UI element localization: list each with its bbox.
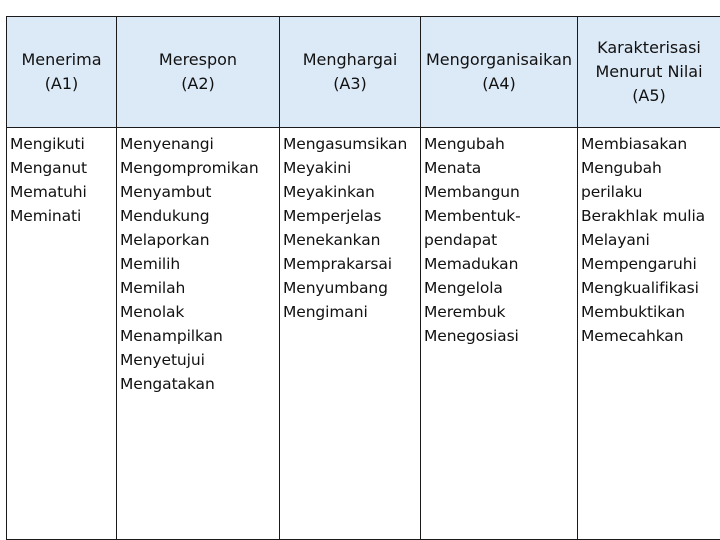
header-a5-line-1: Karakterisasi <box>597 38 701 57</box>
verb-list-a3 <box>280 128 420 324</box>
verbs-cell-a3 <box>280 128 421 540</box>
header-a2-line-2: (A2) <box>181 74 215 93</box>
verb-item: Mengasumsikan <box>283 135 408 153</box>
verb-item: Menyambut <box>120 183 212 201</box>
verb-item: Menyumbang <box>283 279 388 297</box>
verb-item: Membuktikan <box>581 303 685 321</box>
verb-item: Mengatakan <box>120 375 215 393</box>
verbs-cell-a2 <box>117 128 280 540</box>
verb-item: Mengompromikan <box>120 159 259 177</box>
verb-item: Memperjelas <box>283 207 382 225</box>
header-a1-line-2: (A1) <box>44 74 79 93</box>
header-a5-line-2: Menurut Nilai <box>595 62 703 81</box>
verb-item: Meminati <box>10 207 82 225</box>
verb-item: Menyenangi <box>120 135 214 153</box>
verb-item: Melayani <box>581 231 650 249</box>
verb-item: perilaku <box>581 183 643 201</box>
header-a4-line-2: (A4) <box>482 74 516 93</box>
verb-item: Mengelola <box>424 279 503 297</box>
verbs-cell-a5 <box>578 128 720 540</box>
verb-item: Memadukan <box>424 255 519 273</box>
verb-item: pendapat <box>424 231 498 249</box>
verb-item: Membentuk- <box>424 207 521 225</box>
header-a1-line-1: Menerima <box>21 50 102 69</box>
verb-item: Meyakinkan <box>283 183 375 201</box>
verb-item: Berakhlak mulia <box>581 207 706 225</box>
verb-list-a2 <box>117 128 279 396</box>
verb-item: Membangun <box>424 183 520 201</box>
verbs-cell-a4 <box>421 128 578 540</box>
verb-item: Mengimani <box>283 303 368 321</box>
verb-item: Mengubah <box>424 135 505 153</box>
verb-list-a5 <box>578 128 720 348</box>
verb-item: Melaporkan <box>120 231 210 249</box>
affective-domain-table <box>6 16 720 540</box>
header-a4-line-1: Mengorganisaikan <box>425 50 573 69</box>
verb-item: Memilih <box>120 255 181 273</box>
verb-item: Menekankan <box>283 231 381 249</box>
verb-item: Meyakini <box>283 159 352 177</box>
verb-item: Memilah <box>120 279 186 297</box>
verbs-cell-a1 <box>7 128 117 540</box>
verb-item: Mempengaruhi <box>581 255 697 273</box>
header-a5-line-3: (A5) <box>632 86 666 105</box>
header-a4 <box>421 17 578 128</box>
verbs-row <box>7 128 720 540</box>
header-row <box>7 17 720 128</box>
verb-list-a1 <box>7 128 116 228</box>
verb-item: Menolak <box>120 303 185 321</box>
header-a1 <box>7 17 117 128</box>
header-a5 <box>578 17 720 128</box>
verb-item: Menganut <box>10 159 87 177</box>
header-a3 <box>280 17 421 128</box>
verb-item: Menyetujui <box>120 351 205 369</box>
verb-item: Membiasakan <box>581 135 688 153</box>
header-a2-line-1: Merespon <box>158 50 238 69</box>
verb-item: Mengikuti <box>10 135 85 153</box>
header-a3-line-2: (A3) <box>333 74 367 93</box>
verb-item: Mengkualifikasi <box>581 279 699 297</box>
verb-item: Mendukung <box>120 207 210 225</box>
verb-item: Menata <box>424 159 482 177</box>
verb-item: Mematuhi <box>10 183 87 201</box>
header-a3-line-1: Menghargai <box>302 50 398 69</box>
verb-item: Memecahkan <box>581 327 684 345</box>
verb-item: Merembuk <box>424 303 506 321</box>
verb-item: Mengubah <box>581 159 662 177</box>
verb-item: Menegosiasi <box>424 327 519 345</box>
verb-list-a4 <box>421 128 577 348</box>
verb-item: Menampilkan <box>120 327 223 345</box>
verb-item: Memprakarsai <box>283 255 392 273</box>
header-a2 <box>117 17 280 128</box>
